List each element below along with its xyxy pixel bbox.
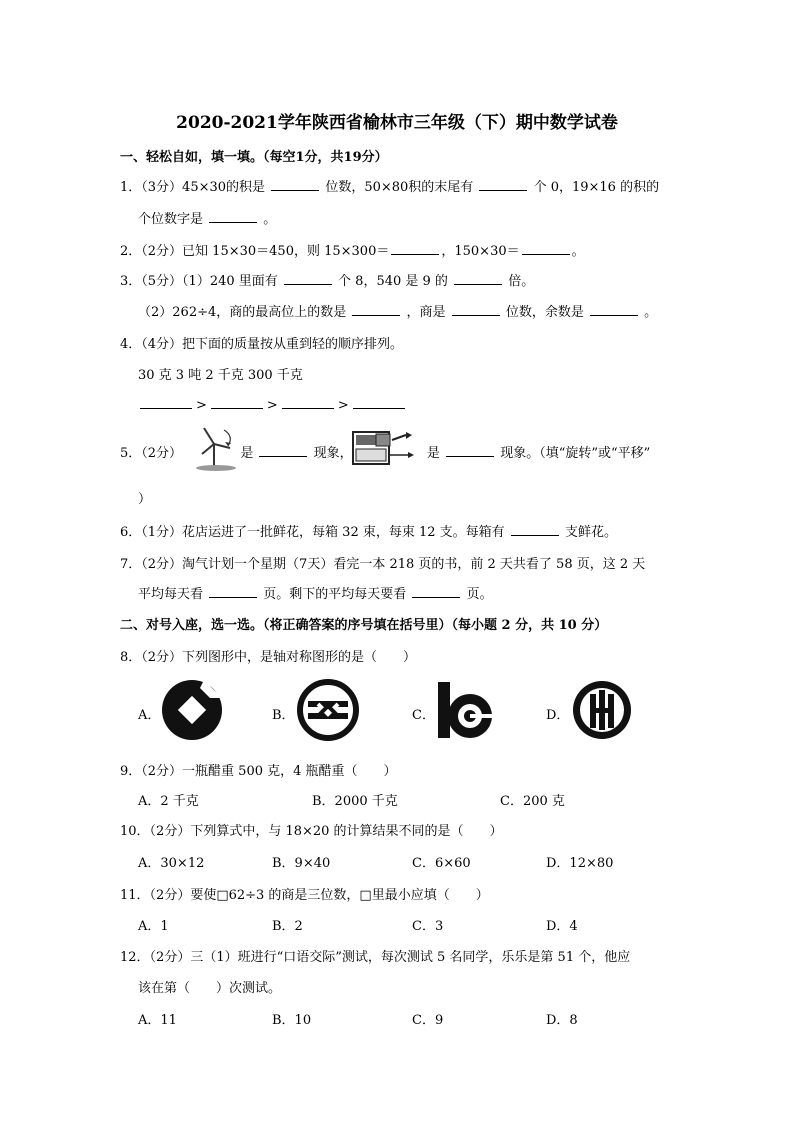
q5-text-a: 5．（2分） bbox=[120, 446, 183, 461]
q3-text-a: 3．（5分）（1）240 里面有 bbox=[120, 274, 278, 289]
q6-text-b: 支鲜花。 bbox=[564, 525, 617, 540]
question-5-cont: ） bbox=[138, 492, 152, 507]
q3-text-g: 。 bbox=[644, 305, 658, 320]
answer-blank[interactable] bbox=[522, 242, 570, 255]
q3-text-f: 位数，余数是 bbox=[505, 305, 584, 320]
question-3-part2 bbox=[138, 301, 657, 320]
q3-text-c: 倍。 bbox=[508, 274, 535, 289]
answer-blank[interactable] bbox=[479, 178, 527, 191]
bank-logo-d-icon bbox=[570, 678, 634, 742]
q12-option-a[interactable]: A．11 bbox=[138, 1013, 177, 1028]
q7-text-d: 页。 bbox=[466, 587, 493, 602]
q11-option-a[interactable]: A．1 bbox=[138, 919, 169, 934]
question-12: 12．（2分）三（1）班进行“口语交际”测试，每次测试 5 名同学，乐乐是第 51 个，他应 bbox=[120, 950, 631, 965]
windmill-rotation-icon bbox=[190, 424, 240, 472]
q12-option-b[interactable]: B．10 bbox=[272, 1013, 312, 1028]
q6-text-a: 6．（1分）花店运进了一批鲜花，每箱 32 束，每束 12 支。每箱有 bbox=[120, 525, 505, 540]
q9-option-c[interactable]: C．200 克 bbox=[500, 794, 565, 809]
q3-text-b: 个 8，540 是 9 的 bbox=[338, 274, 448, 289]
q8-option-d-label[interactable]: D． bbox=[546, 708, 570, 723]
q5-text-d: 是 bbox=[426, 446, 440, 461]
question-1-cont bbox=[138, 208, 276, 227]
answer-blank[interactable] bbox=[259, 444, 307, 457]
question-9: 9．（2分）一瓶醋重 500 克，4 瓶醋重（ ） bbox=[120, 764, 397, 779]
question-8: 8．（2分）下列图形中，是轴对称图形的是（ ） bbox=[120, 650, 417, 665]
q10-option-b[interactable]: B．9×40 bbox=[272, 856, 331, 871]
sliding-drawer-translation-icon bbox=[352, 431, 418, 467]
q11-option-b[interactable]: B．2 bbox=[272, 919, 303, 934]
q10-option-c[interactable]: C．6×60 bbox=[412, 856, 471, 871]
q7-text-c: 页。剩下的平均每天要看 bbox=[263, 587, 407, 602]
answer-blank[interactable] bbox=[446, 444, 494, 457]
answer-blank[interactable] bbox=[282, 396, 334, 409]
q12-option-d[interactable]: D．8 bbox=[546, 1013, 578, 1028]
q5-text-e: 现象。（填“旋转”或“平移” bbox=[500, 446, 651, 461]
q12-option-c[interactable]: C．9 bbox=[412, 1013, 444, 1028]
q11-option-c[interactable]: C．3 bbox=[412, 919, 444, 934]
q8-option-a-label[interactable]: A． bbox=[138, 708, 161, 723]
q2-text-b: ，150×30＝ bbox=[441, 244, 520, 259]
q11-option-d[interactable]: D．4 bbox=[546, 919, 578, 934]
answer-blank[interactable] bbox=[590, 303, 638, 316]
bank-logo-b-icon bbox=[296, 678, 360, 742]
question-11: 11．（2分）要使□62÷3 的商是三位数，□里最小应填（ ） bbox=[120, 888, 489, 903]
bank-logo-a-icon bbox=[160, 678, 224, 742]
answer-blank[interactable] bbox=[209, 585, 257, 598]
q8-option-c-label[interactable]: C． bbox=[412, 708, 435, 723]
q7-text-b: 平均每天看 bbox=[138, 587, 204, 602]
page-title: 2020-2021学年陕西省榆林市三年级（下）期中数学试卷 bbox=[176, 113, 618, 133]
greater-than-sign: > bbox=[196, 398, 207, 413]
q3-text-e: ，商是 bbox=[406, 305, 446, 320]
section-2-heading: 二、对号入座，选一选。（将正确答案的序号填在括号里）（每小题 2 分，共 10 分） bbox=[120, 618, 608, 633]
question-12-cont: 该在第（ ）次测试。 bbox=[138, 981, 282, 996]
answer-blank[interactable] bbox=[353, 396, 405, 409]
q2-text-c: 。 bbox=[571, 244, 585, 259]
q9-option-a[interactable]: A．2 千克 bbox=[138, 794, 199, 809]
answer-blank[interactable] bbox=[391, 242, 439, 255]
q5-text-b: 是 bbox=[240, 446, 254, 461]
q9-option-b[interactable]: B．2000 千克 bbox=[312, 794, 398, 809]
q1-text-b: 位数，50×80积的末尾有 bbox=[325, 180, 474, 195]
answer-blank[interactable] bbox=[452, 303, 500, 316]
answer-blank[interactable] bbox=[211, 396, 263, 409]
question-6 bbox=[120, 521, 617, 540]
q2-text-a: 2．（2分）已知 15×30＝450，则 15×300＝ bbox=[120, 244, 390, 259]
answer-blank[interactable] bbox=[271, 178, 319, 191]
question-1 bbox=[120, 176, 659, 195]
greater-than-sign: > bbox=[266, 398, 278, 413]
question-4-items: 30 克 3 吨 2 千克 300 千克 bbox=[138, 368, 303, 383]
answer-blank[interactable] bbox=[209, 210, 257, 223]
answer-blank[interactable] bbox=[412, 585, 460, 598]
answer-blank[interactable] bbox=[454, 272, 502, 285]
q3-text-d: （2）262÷4，商的最高位上的数是 bbox=[138, 305, 347, 320]
answer-blank[interactable] bbox=[352, 303, 400, 316]
question-2 bbox=[120, 240, 585, 259]
q5-text-c: 现象， bbox=[313, 446, 353, 461]
q1-text-e: 。 bbox=[263, 212, 277, 227]
section-1-heading: 一、轻松自如，填一填。（每空1分，共19分） bbox=[120, 150, 388, 165]
question-3 bbox=[120, 270, 534, 289]
question-7-cont bbox=[138, 583, 493, 602]
q10-option-a[interactable]: A．30×12 bbox=[138, 856, 205, 871]
q10-option-d[interactable]: D．12×80 bbox=[546, 856, 614, 871]
greater-than-sign: > bbox=[337, 398, 349, 413]
question-4-answer-row bbox=[138, 396, 407, 413]
q1-text-c: 个 0，19×16 的积的 bbox=[533, 180, 660, 195]
answer-blank[interactable] bbox=[284, 272, 332, 285]
question-7: 7．（2分）淘气计划一个星期（7天）看完一本 218 页的书，前 2 天共看了 58 页，这 2 天 bbox=[120, 557, 646, 572]
answer-blank[interactable] bbox=[140, 396, 192, 409]
q1-text-d: 个位数字是 bbox=[138, 212, 204, 227]
question-4: 4．（4分）把下面的质量按从重到轻的顺序排列。 bbox=[120, 337, 404, 352]
q8-option-b-label[interactable]: B． bbox=[272, 708, 295, 723]
answer-blank[interactable] bbox=[511, 523, 559, 536]
q1-text-a: 1．（3分）45×30的积是 bbox=[120, 180, 266, 195]
question-10: 10．（2分）下列算式中，与 18×20 的计算结果不同的是（ ） bbox=[120, 824, 503, 839]
bank-logo-c-icon bbox=[434, 678, 498, 742]
